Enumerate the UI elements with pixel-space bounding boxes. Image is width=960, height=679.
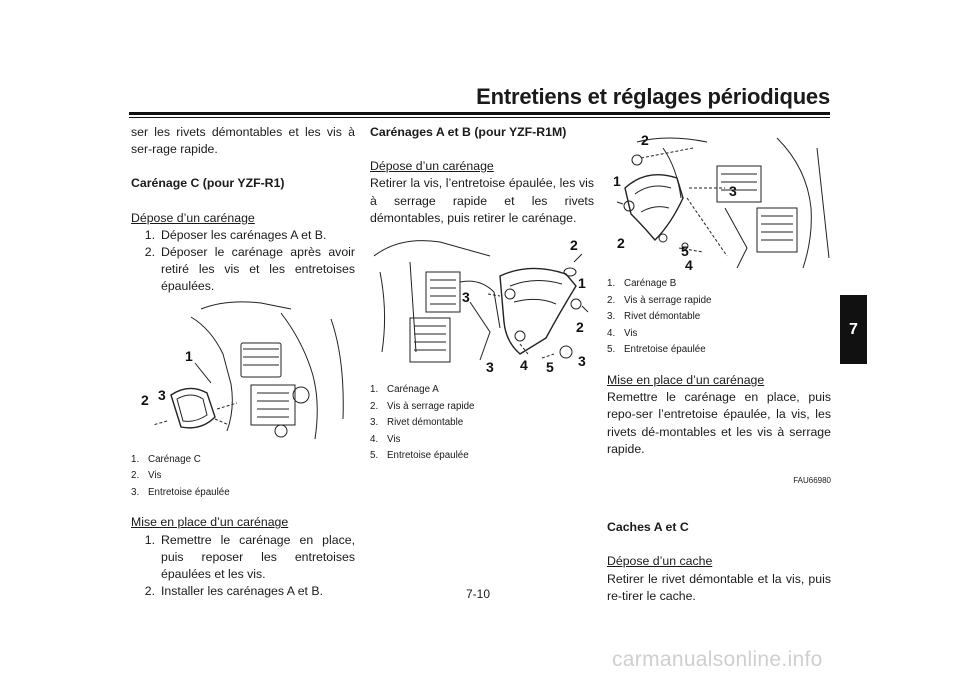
callout-label: 3 — [486, 359, 494, 376]
callout-label: 3 — [729, 183, 737, 199]
subsection-title: Mise en place d’un carénage — [131, 515, 289, 530]
page-header-title: Entretiens et réglages périodiques — [476, 84, 830, 109]
body-text: Retirer le rivet démontable et la vis, puis re-tirer le cache. — [607, 571, 831, 603]
callout-label: 5 — [546, 359, 554, 376]
callout-label: 2 — [141, 391, 149, 408]
section-heading: Carénage C (pour YZF-R1) — [131, 176, 285, 191]
reference-code: FAU66980 — [793, 475, 831, 485]
callout-label: 1 — [185, 347, 193, 364]
figure-fairing-c — [131, 299, 355, 452]
figure-fairing-b — [607, 128, 831, 276]
subsection-title: Dépose d’un cache — [607, 554, 713, 569]
body-text: Retirer la vis, l’entretoise épaulée, les vis à serrage rapide et les rivets démontables, puis retirer le carénage. — [370, 176, 594, 225]
subsection-title: Mise en place d’un carénage — [607, 372, 765, 387]
header-rule — [129, 112, 830, 115]
page-number: 7-10 — [466, 587, 491, 601]
caption-list: 1. Carénage A 2. Vis à serrage rapide 3. Rivet démontable 4. Vis 5. Entretoise épaulée — [370, 384, 475, 462]
callout-label: 2 — [576, 319, 584, 336]
body-text: Remettre le carénage en place, puis repo-ser l’entretoise épaulée, la vis, les rivets dé-montables et les vis à serrage rapide. — [607, 390, 831, 456]
section-heading: Caches A et C — [607, 520, 689, 535]
fairing-b-illustration — [607, 128, 831, 276]
callout-label: 5 — [681, 243, 689, 259]
column-1 — [131, 124, 355, 600]
callout-label: 2 — [641, 132, 649, 148]
fairing-c-illustration — [131, 299, 355, 452]
step-item: 1. Déposer les carénages A et B. — [144, 227, 327, 242]
figure-fairing-a — [370, 232, 594, 382]
header-rule-thin — [129, 117, 830, 118]
callout-label: 2 — [570, 237, 578, 254]
column-2 — [370, 124, 594, 465]
step-item: 2. Installer les carénages A et B. — [144, 584, 324, 599]
caption-list: 1. Carénage B 2. Vis à serrage rapide 3. Rivet démontable 4. Vis 5. Entretoise épaulée — [607, 278, 712, 356]
callout-label: 4 — [685, 257, 693, 273]
callout-label: 3 — [462, 289, 470, 306]
chapter-tab: 7 — [840, 295, 867, 364]
callout-label: 3 — [158, 386, 166, 403]
callout-label: 3 — [578, 353, 586, 370]
subsection-title: Dépose d’un carénage — [370, 159, 494, 174]
callout-label: 1 — [613, 173, 621, 189]
intro-text: ser les rivets démontables et les vis à ser-rage rapide. — [131, 125, 355, 157]
step-item: 1. Remettre le carénage en place, puis reposer les entretoises épaulées et les vis. — [144, 532, 355, 582]
subsection-title: Dépose d’un carénage — [131, 210, 255, 225]
callout-label: 1 — [578, 275, 586, 292]
step-item: 2. Déposer le carénage après avoir retiré les vis et les entretoises épaulées. — [144, 245, 355, 294]
column-3 — [607, 124, 831, 605]
fairing-a-illustration — [370, 232, 594, 382]
callout-label: 4 — [520, 357, 528, 374]
section-heading: Carénages A et B (pour YZF-R1M) — [370, 125, 567, 139]
callout-label: 2 — [617, 235, 625, 251]
watermark: carmanualsonline.info — [612, 648, 823, 671]
caption-list: 1. Carénage C 2. Vis 3. Entretoise épaulée — [131, 453, 230, 498]
